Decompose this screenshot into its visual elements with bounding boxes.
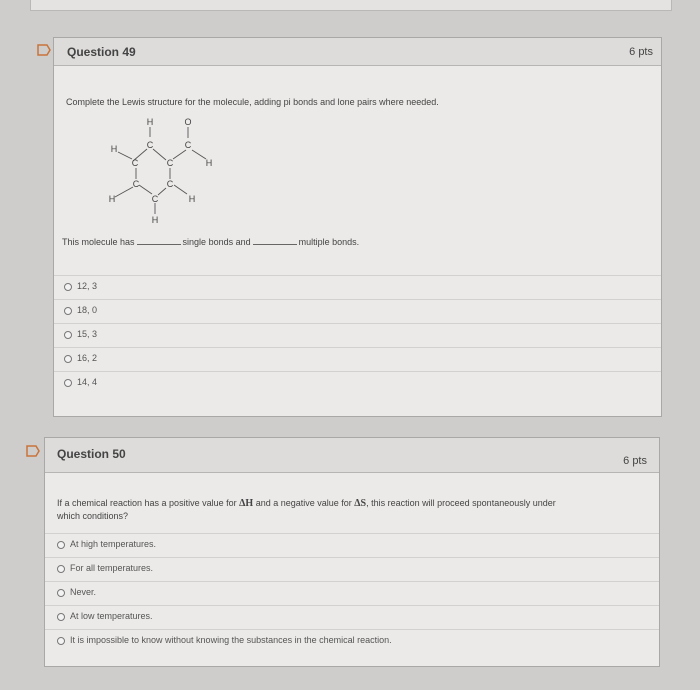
question-prompt: Complete the Lewis structure for the molecule, adding pi bonds and lone pairs where needed. <box>66 97 439 107</box>
radio-button[interactable] <box>64 355 72 363</box>
prompt-part: If a chemical reaction has a positive value for <box>57 498 237 508</box>
lewis-structure <box>106 116 228 228</box>
radio-button[interactable] <box>64 331 72 339</box>
option-label: It is impossible to know without knowing the substances in the chemical reaction. <box>70 635 392 645</box>
prompt-part: which conditions? <box>57 511 129 521</box>
atom-label: H <box>110 144 118 154</box>
question-50-header <box>45 438 659 473</box>
atom-label: C <box>151 194 159 204</box>
option-label: 16, 2 <box>77 353 98 363</box>
option-label: 18, 0 <box>77 305 98 315</box>
radio-button[interactable] <box>64 307 72 315</box>
enthalpy-symbol: ΔH <box>239 498 254 509</box>
option-label: 14, 4 <box>77 377 98 387</box>
answer-option[interactable] <box>54 275 661 298</box>
question-title: Question 50 <box>57 447 126 461</box>
previous-question-bottom <box>30 0 672 11</box>
option-label: Never. <box>70 587 97 597</box>
question-prompt <box>57 497 652 522</box>
answer-option[interactable] <box>45 629 659 652</box>
atom-label: C <box>166 158 174 168</box>
radio-button[interactable] <box>57 613 65 621</box>
atom-label: H <box>188 194 196 204</box>
atom-label: C <box>132 179 140 189</box>
answer-blank <box>137 244 181 245</box>
sentence-part: single bonds and <box>182 237 251 247</box>
atom-label: C <box>166 179 174 189</box>
atom-label: C <box>184 140 192 150</box>
fill-in-sentence <box>62 236 359 248</box>
flag-icon[interactable] <box>37 44 51 56</box>
entropy-symbol: ΔS <box>354 498 367 509</box>
radio-button[interactable] <box>57 589 65 597</box>
radio-button[interactable] <box>64 379 72 387</box>
radio-button[interactable] <box>57 565 65 573</box>
radio-button[interactable] <box>57 541 65 549</box>
atom-label: H <box>146 117 154 127</box>
answer-option[interactable] <box>45 533 659 556</box>
atom-label: O <box>184 117 192 127</box>
radio-button[interactable] <box>57 637 65 645</box>
points-label: 6 pts <box>623 455 647 467</box>
answer-option[interactable] <box>45 605 659 628</box>
sentence-part: multiple bonds. <box>298 237 360 247</box>
atom-label: C <box>146 140 154 150</box>
prompt-part: , this reaction will proceed spontaneously under <box>366 498 556 508</box>
answer-option[interactable] <box>54 347 661 370</box>
atom-label: H <box>205 158 213 168</box>
option-label: For all temperatures. <box>70 563 154 573</box>
question-49-header <box>54 38 661 66</box>
sentence-part: This molecule has <box>62 237 135 247</box>
question-title: Question 49 <box>67 45 136 59</box>
option-label: 12, 3 <box>77 281 98 291</box>
answer-option[interactable] <box>45 581 659 604</box>
answer-blank <box>253 244 297 245</box>
atom-label: H <box>108 194 116 204</box>
atom-label: C <box>131 158 139 168</box>
question-50-card <box>44 437 660 667</box>
points-label: 6 pts <box>629 46 653 58</box>
option-label: At low temperatures. <box>70 611 153 621</box>
atom-label: H <box>151 215 159 225</box>
answer-option[interactable] <box>45 557 659 580</box>
radio-button[interactable] <box>64 283 72 291</box>
flag-icon[interactable] <box>26 445 40 457</box>
question-49-card <box>53 37 662 417</box>
answer-option[interactable] <box>54 299 661 322</box>
answer-option[interactable] <box>54 371 661 394</box>
prompt-part: and a negative value for <box>255 498 352 508</box>
answer-option[interactable] <box>54 323 661 346</box>
option-label: 15, 3 <box>77 329 98 339</box>
option-label: At high temperatures. <box>70 539 157 549</box>
